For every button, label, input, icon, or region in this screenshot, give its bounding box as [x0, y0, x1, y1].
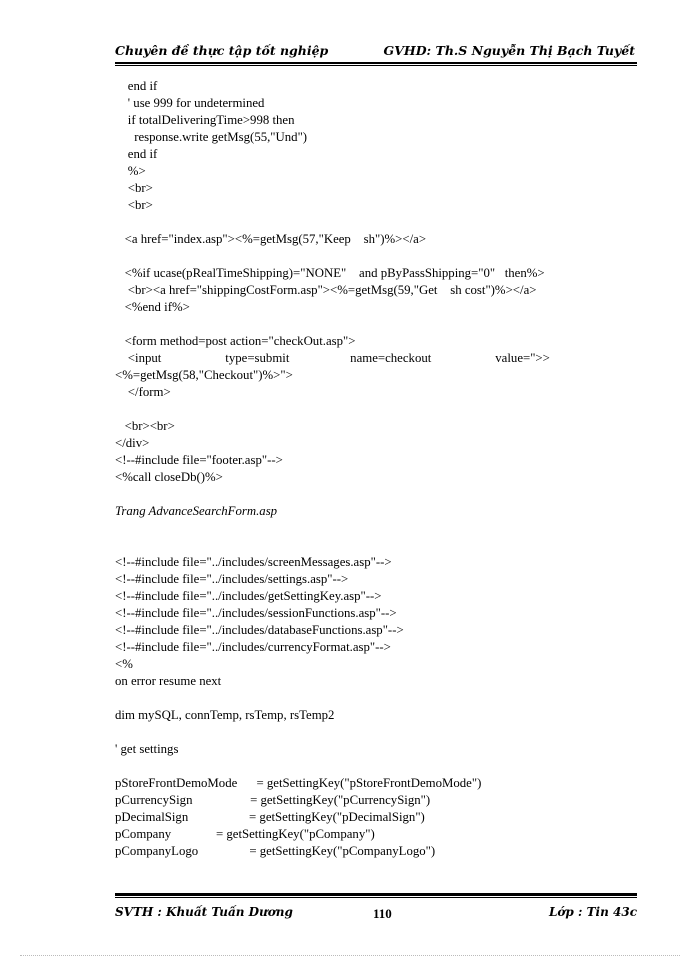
code-line: <br><a href="shippingCostForm.asp"><%=getMsg(59,"Get sh cost")%></a>: [115, 283, 537, 297]
code-line: pStoreFrontDemoMode = getSettingKey("pStoreFrontDemoMode"): [115, 776, 482, 790]
page-footer: [115, 903, 637, 923]
code-line: pCompany = getSettingKey("pCompany"): [115, 827, 375, 841]
code-line: <!--#include file="footer.asp"-->: [115, 453, 283, 467]
header-supervisor: GVHD: Th.S Nguyễn Thị Bạch Tuyết: [383, 43, 635, 58]
code-line: pCompanyLogo = getSettingKey("pCompanyLogo"): [115, 844, 436, 858]
footer-class: Lớp : Tin 43c: [548, 905, 637, 919]
code-line: <%if ucase(pRealTimeShipping)="NONE" and pByPassShipping="0" then%>: [115, 266, 545, 280]
code-line: <form method=post action="checkOut.asp">: [115, 334, 356, 348]
code-line: <!--#include file="../includes/sessionFunctions.asp"-->: [115, 606, 397, 620]
code-line: if totalDeliveringTime>998 then: [115, 113, 295, 127]
code-line: response.write getMsg(55,"Und"): [115, 130, 308, 144]
section-heading: Trang AdvanceSearchForm.asp: [115, 504, 278, 518]
page-header: [115, 40, 635, 60]
footer-rule: [115, 893, 637, 898]
code-line: </form>: [115, 385, 171, 399]
code-line: %>: [115, 164, 146, 178]
footer-student: SVTH : Khuất Tuấn Dương: [115, 905, 293, 919]
blank-line: [115, 724, 640, 741]
code-line: <!--#include file="../includes/getSettingKey.asp"-->: [115, 589, 382, 603]
code-line: <!--#include file="../includes/databaseFunctions.asp"-->: [115, 623, 404, 637]
blank-line: [115, 486, 640, 503]
code-line: on error resume next: [115, 674, 222, 688]
code-line: <br><br>: [115, 419, 175, 433]
code-line: <br>: [115, 181, 153, 195]
code-line: end if: [115, 79, 158, 93]
code-line: <%call closeDb()%>: [115, 470, 223, 484]
code-line: <%end if%>: [115, 300, 190, 314]
page-edge: [20, 955, 680, 956]
code-line: <input type=submit name=checkout value=">>: [115, 351, 550, 365]
blank-line: [115, 758, 640, 775]
blank-line: [115, 520, 640, 537]
code-line: <br>: [115, 198, 153, 212]
blank-line: [115, 690, 640, 707]
code-line: ' get settings: [115, 742, 179, 756]
code-line: <%=getMsg(58,"Checkout")%>">: [115, 368, 293, 382]
document-body: [115, 78, 640, 860]
blank-line: [115, 248, 640, 265]
page-number: 110: [373, 906, 392, 921]
code-line: dim mySQL, connTemp, rsTemp, rsTemp2: [115, 708, 335, 722]
code-line: <!--#include file="../includes/screenMessages.asp"-->: [115, 555, 392, 569]
code-line: ' use 999 for undetermined: [115, 96, 265, 110]
blank-line: [115, 401, 640, 418]
code-line: <!--#include file="../includes/settings.asp"-->: [115, 572, 349, 586]
code-line: end if: [115, 147, 158, 161]
code-line: <%: [115, 657, 133, 671]
header-course-title: Chuyên đề thực tập tốt nghiệp: [115, 43, 329, 58]
blank-line: [115, 316, 640, 333]
code-line: pDecimalSign = getSettingKey("pDecimalSign"): [115, 810, 425, 824]
code-line: <a href="index.asp"><%=getMsg(57,"Keep sh")%></a>: [115, 232, 427, 246]
blank-line: [115, 214, 640, 231]
code-line: pCurrencySign = getSettingKey("pCurrencySign"): [115, 793, 431, 807]
code-line: <!--#include file="../includes/currencyFormat.asp"-->: [115, 640, 391, 654]
code-line: </div>: [115, 436, 150, 450]
header-rule: [115, 62, 637, 66]
blank-line: [115, 537, 640, 554]
